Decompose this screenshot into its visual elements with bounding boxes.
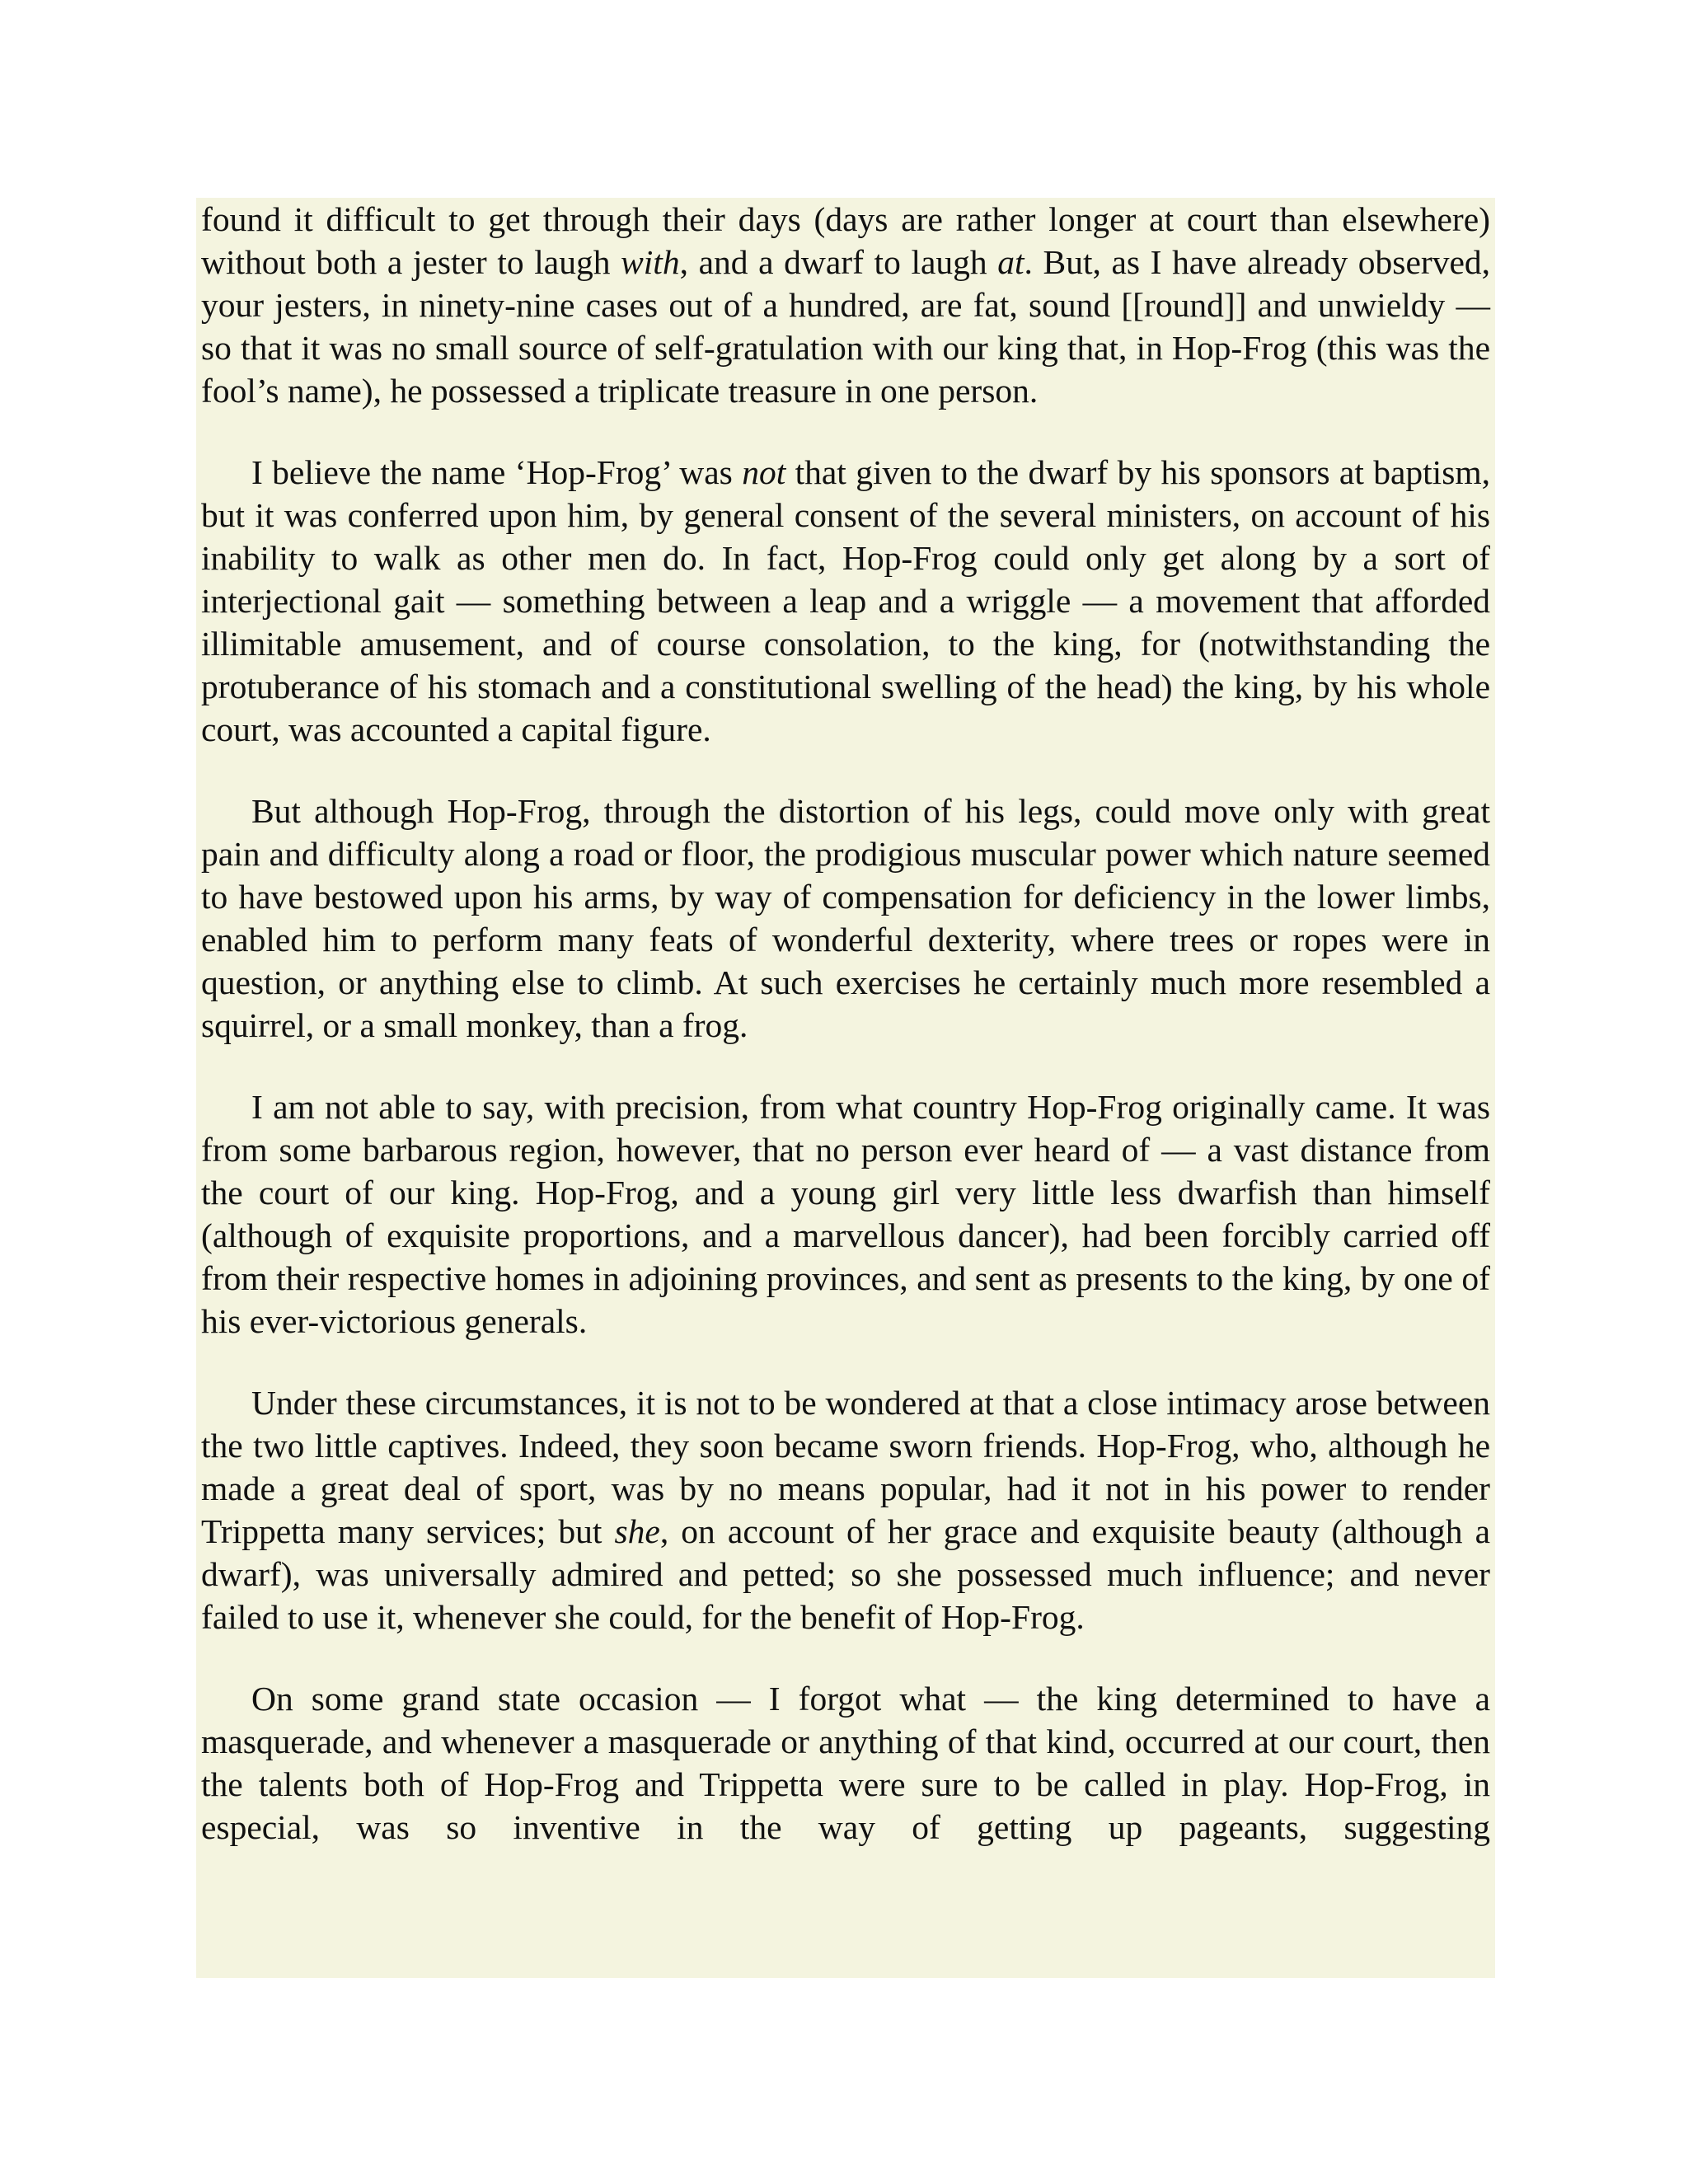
italic-text-run: with bbox=[621, 243, 680, 281]
paragraph bbox=[201, 1381, 1490, 1638]
italic-text-run: at bbox=[997, 243, 1025, 281]
text-run: , and a dwarf to laugh bbox=[679, 243, 998, 281]
text-run: Under these circumstances, it is not to be wondered at that a close intimacy arose between the two little captives. Indeed, they soon became sworn friends. Hop-Frog, who, although he made a great deal of sport, was by no means popular, had it not in his power to render Trippetta many services; but bbox=[201, 1384, 1490, 1550]
text-run: I believe the name ‘Hop-Frog’ was bbox=[251, 453, 743, 491]
text-run: , on account of her grace and exquisite beauty (although a dwarf), was universally admired and petted; so she possessed much influence; and never failed to use it, whenever she could, for the benefit of Hop-Frog. bbox=[201, 1512, 1491, 1636]
text-run: . But, as I have already observed, your jesters, in ninety-nine cases out of a hundred, are fat, sound [[round]] and unwieldy — so that it was no small source of self-gratulation with our king that, in Hop-Frog (this was the fool’s name), he possessed a triplicate treasure in one person. bbox=[201, 243, 1490, 410]
italic-text-run: not bbox=[742, 453, 786, 491]
italic-text-run: she bbox=[614, 1512, 660, 1550]
text-run: But although Hop-Frog, through the distortion of his legs, could move only with great pain and difficulty along a road or floor, the prodigious muscular power which nature seemed to have bestowed upon his arms, by way of compensation for deficiency in the lower limbs, enabled him to perform many feats of wonderful dexterity, where trees or ropes were in question, or anything else to climb. At such exercises he certainly much more resembled a squirrel, or a small monkey, than a frog. bbox=[201, 792, 1490, 1044]
text-run: found it difficult to get through their days (days are rather longer at court than elsewhere) without both a jester to laugh bbox=[201, 200, 1490, 281]
paragraph bbox=[201, 790, 1490, 1047]
paragraph bbox=[201, 198, 1490, 412]
paragraph bbox=[201, 1677, 1490, 1891]
page-text-block bbox=[196, 198, 1495, 1978]
text-run: that given to the dwarf by his sponsors at baptism, but it was conferred upon him, by general consent of the several ministers, on account of his inability to walk as other men do. In fact, Hop-Frog could only get along by a sort of interjectional gait — something between a leap and a wriggle — a movement that afforded illimitable amusement, and of course consolation, to the king, for (notwithstanding the protuberance of his stomach and a constitutional swelling of the head) the king, by his whole court, was accounted a capital figure. bbox=[201, 453, 1491, 748]
text-run: I am not able to say, with precision, from what country Hop-Frog originally came. It was from some barbarous region, however, that no person ever heard of — a vast distance from the court of our king. Hop-Frog, and a young girl very little less dwarfish than himself (although of exquisite proportions, and a marvellous dancer), had been forcibly carried off from their respective homes in adjoining provinces, and sent as presents to the king, by one of his ever-victorious generals. bbox=[201, 1088, 1490, 1340]
paragraph bbox=[201, 1085, 1490, 1343]
paragraph bbox=[201, 451, 1490, 751]
text-run: On some grand state occasion — I forgot what — the king determined to have a masquerade, and whenever a masquerade or anything of that kind, occurred at our court, then the talents both of Hop-Frog and Trippetta were sure to be called in play. Hop-Frog, in especial, was so inventive in the way of getting up pageants, suggesting bbox=[201, 1680, 1490, 1846]
